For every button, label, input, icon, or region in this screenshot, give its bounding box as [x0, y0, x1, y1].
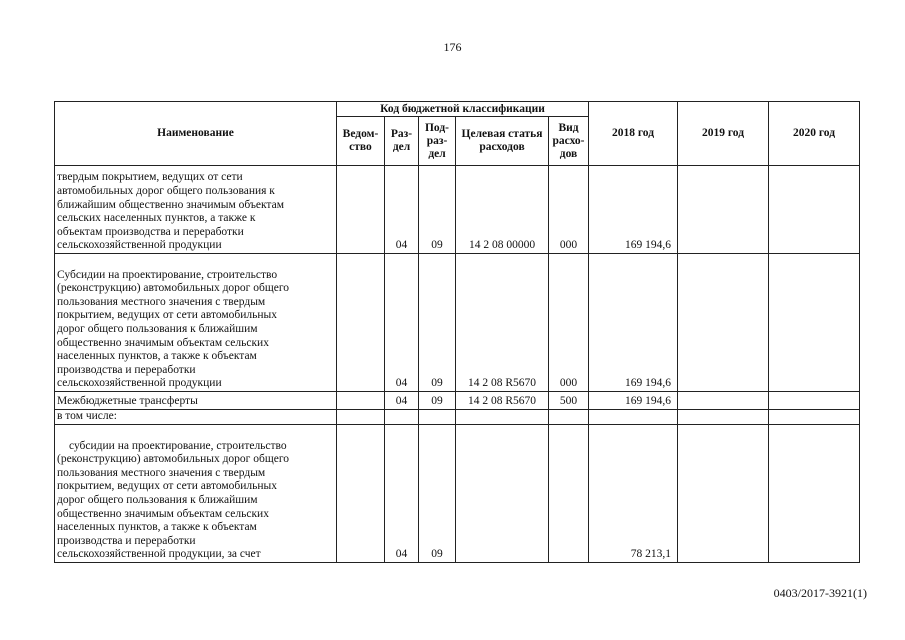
cell-razdel [385, 410, 419, 425]
document-code: 0403/2017-3921(1) [773, 586, 867, 600]
cell-celevaya: 14 2 08 00000 [456, 166, 549, 254]
cell-vid: 000 [549, 166, 589, 254]
cell-podrazdel: 09 [419, 166, 456, 254]
cell-2019 [678, 166, 769, 254]
cell-2020 [769, 410, 860, 425]
cell-podrazdel: 09 [419, 392, 456, 410]
cell-razdel: 04 [385, 254, 419, 392]
header-razdel: Раз-дел [385, 117, 419, 166]
header-celevaya-statya: Целевая статья расходов [456, 117, 549, 166]
cell-2020 [769, 166, 860, 254]
cell-2019 [678, 392, 769, 410]
header-vedomstvo: Ведом-ство [337, 117, 385, 166]
header-vid-rashodov: Вид расхо-дов [549, 117, 589, 166]
cell-podrazdel: 09 [419, 254, 456, 392]
cell-2019 [678, 425, 769, 563]
cell-name: субсидии на проектирование, строительство (реконструкцию) автомобильных дорог общего пользования местного значения с твердым покрытием, ведущих от сети автомобильных дорог общего пользования к ближайшим общественно значимым объектам сельских населенных пунктов, а также к объектам производства и переработки сельскохозяйственной продукции, за счет [55, 425, 337, 563]
header-2020: 2020 год [769, 102, 860, 166]
cell-podrazdel [419, 410, 456, 425]
cell-vid: 000 [549, 254, 589, 392]
cell-celevaya [456, 425, 549, 563]
header-code-group: Код бюджетной классификации [337, 102, 589, 117]
cell-2019 [678, 410, 769, 425]
cell-name: Субсидии на проектирование, строительство (реконструкцию) автомобильных дорог общего пользования местного значения с твердым покрытием, ведущих от сети автомобильных дорог общего пользования к ближайшим общественно значимым объектам сельских населенных пунктов, а также к объектам производства и переработки сельскохозяйственной продукции [55, 254, 337, 392]
cell-2020 [769, 254, 860, 392]
table-row [55, 410, 860, 425]
cell-razdel: 04 [385, 425, 419, 563]
cell-2020 [769, 425, 860, 563]
cell-2018 [589, 410, 678, 425]
cell-podrazdel: 09 [419, 425, 456, 563]
budget-table [54, 101, 860, 563]
cell-vid: 500 [549, 392, 589, 410]
header-podrazdel: Под-раз-дел [419, 117, 456, 166]
header-2019: 2019 год [678, 102, 769, 166]
table-row [55, 425, 860, 563]
cell-2020 [769, 392, 860, 410]
cell-celevaya [456, 410, 549, 425]
cell-vedomstvo [337, 254, 385, 392]
cell-name: твердым покрытием, ведущих от сети автомобильных дорог общего пользования к ближайшим общественно значимым объектам сельских населенных пунктов, а также к объектам производства и переработки сельскохозяйственной продукции [55, 166, 337, 254]
cell-razdel: 04 [385, 166, 419, 254]
cell-2018: 169 194,6 [589, 166, 678, 254]
cell-vedomstvo [337, 425, 385, 563]
cell-celevaya: 14 2 08 R5670 [456, 392, 549, 410]
cell-2018: 78 213,1 [589, 425, 678, 563]
cell-name: в том числе: [55, 410, 337, 425]
table-row [55, 166, 860, 254]
table-row [55, 392, 860, 410]
header-2018: 2018 год [589, 102, 678, 166]
cell-2019 [678, 254, 769, 392]
cell-vedomstvo [337, 392, 385, 410]
header-name: Наименование [55, 102, 337, 166]
cell-2018: 169 194,6 [589, 392, 678, 410]
cell-name: Межбюджетные трансферты [55, 392, 337, 410]
cell-celevaya: 14 2 08 R5670 [456, 254, 549, 392]
page-number: 176 [443, 40, 462, 54]
cell-vedomstvo [337, 166, 385, 254]
cell-vid [549, 410, 589, 425]
cell-vid [549, 425, 589, 563]
cell-2018: 169 194,6 [589, 254, 678, 392]
cell-vedomstvo [337, 410, 385, 425]
cell-razdel: 04 [385, 392, 419, 410]
table-row [55, 254, 860, 392]
